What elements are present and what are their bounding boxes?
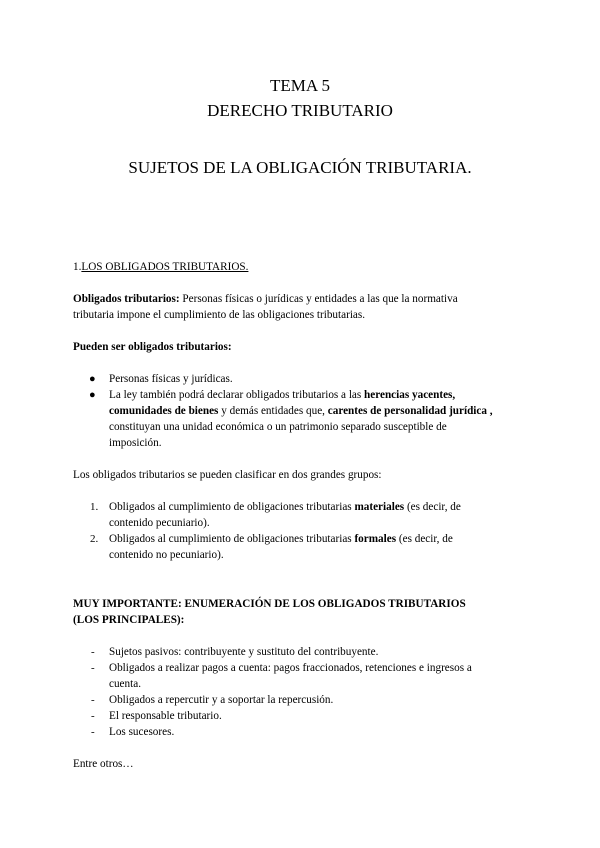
bullet-marker: ● (89, 373, 96, 385)
bold-materiales: materiales (354, 501, 405, 513)
important-heading-line1: MUY IMPORTANTE: ENUMERACIÓN DE LOS OBLIGADOS TRIBUTARIOS (73, 598, 466, 610)
dash-marker: - (91, 662, 95, 674)
dash-item-5: Los sucesores. (109, 726, 175, 738)
dash-item-3: Obligados a repercutir y a soportar la repercusión. (109, 694, 334, 706)
important-heading-line2: (LOS PRINCIPALES): (73, 614, 185, 626)
section-heading (73, 259, 248, 275)
dash-item-1: Sujetos pasivos: contribuyente y sustituto del contribuyente. (109, 646, 379, 658)
doc-subtitle: SUJETOS DE LA OBLIGACIÓN TRIBUTARIA. (128, 158, 472, 177)
bold-comunidades: comunidades de bienes (109, 405, 219, 417)
dash-item-4: El responsable tributario. (109, 710, 222, 722)
bullet-item-1: Personas físicas y jurídicas. (109, 373, 233, 385)
bold-formales: formales (354, 533, 397, 545)
bullet-item-2-line2: comunidades de bienes y demás entidades que, carentes de personalidad jurídica , (109, 405, 493, 417)
dash-item-2-continued: cuenta. (109, 678, 141, 690)
dash-item-2: Obligados a realizar pagos a cuenta: pagos fraccionados, retenciones e ingresos a (109, 662, 472, 674)
bullet-marker: ● (89, 389, 96, 401)
doc-title-subject: DERECHO TRIBUTARIO (207, 101, 393, 120)
definition-text-2: tributaria impone el cumplimiento de las obligaciones tributarias. (73, 309, 366, 321)
definition-text-1: Personas físicas o jurídicas y entidades a las que la normativa (179, 293, 458, 305)
pueden-heading: Pueden ser obligados tributarios: (73, 341, 232, 353)
bold-carentes: carentes de personalidad jurídica , (327, 405, 493, 417)
doc-title-tema: TEMA 5 (270, 76, 330, 95)
bullet-item-2-line3: constituyan una unidad económica o un patrimonio separado susceptible de (109, 421, 447, 433)
bullet-item-2-line4: imposición. (109, 437, 162, 449)
definition-term: Obligados tributarios: (73, 293, 180, 305)
numbered-item-2-line2: contenido no pecuniario). (109, 549, 224, 561)
dash-marker: - (91, 710, 95, 722)
section-title: LOS OBLIGADOS TRIBUTARIOS. (81, 261, 249, 273)
numbered-item-2-line1: Obligados al cumplimiento de obligaciones tributarias formales (es decir, de (109, 533, 453, 545)
numbered-item-1-line2: contenido pecuniario). (109, 517, 210, 529)
dash-marker: - (91, 726, 95, 738)
bullet-item-2-line1: La ley también podrá declarar obligados tributarios a las herencias yacentes, (109, 389, 456, 401)
definition-paragraph-line1 (73, 291, 458, 307)
list-number: 1. (90, 501, 99, 513)
numbered-item-1-line1: Obligados al cumplimiento de obligaciones tributarias materiales (es decir, de (109, 501, 461, 513)
dash-marker: - (91, 694, 95, 706)
section-number: 1. (73, 261, 82, 273)
bold-herencias: herencias yacentes, (364, 389, 456, 401)
list-number: 2. (90, 533, 99, 545)
dash-marker: - (91, 646, 95, 658)
classification-intro: Los obligados tributarios se pueden clasificar en dos grandes grupos: (73, 469, 382, 481)
closing-text: Entre otros… (73, 758, 134, 770)
